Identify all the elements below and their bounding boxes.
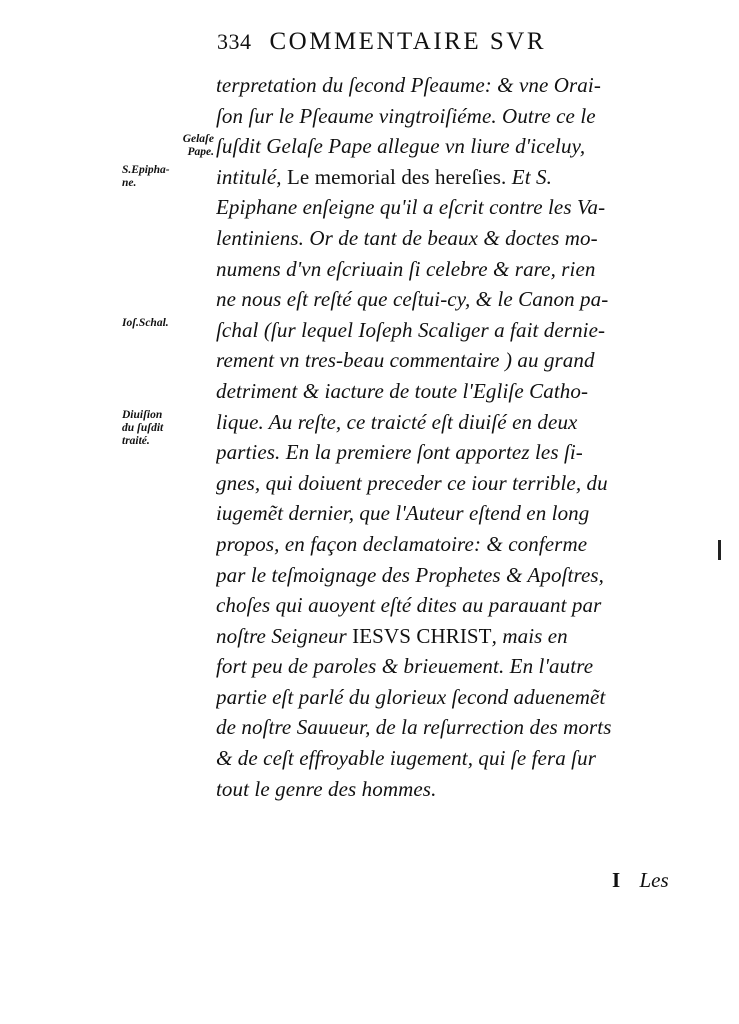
text-segment: propos, en façon declamatoire: & conferme (216, 531, 588, 556)
text-segment: tout le genre des hommes. (216, 776, 437, 801)
text-line (216, 529, 686, 560)
margin-note: Ioſ.Schal. (122, 316, 169, 329)
text-segment: iugemẽt dernier, que l'Auteur eſtend en long (216, 501, 590, 526)
text-line (216, 407, 686, 438)
text-segment: Et S. (506, 164, 552, 189)
text-line (216, 560, 686, 591)
text-segment: , mais en (491, 623, 568, 648)
margin-note: Diuiſion (122, 408, 163, 421)
text-segment: ſon ſur le Pſeaume vingtroiſiéme. Outre ce le (216, 103, 596, 128)
margin-note: traité. (122, 434, 150, 447)
text-line (216, 345, 686, 376)
text-segment: lique. Au reſte, ce traicté eſt diuiſé en deux (216, 409, 578, 434)
text-line (216, 621, 686, 652)
text-line (216, 131, 686, 162)
text-segment: detriment & iacture de toute l'Egliſe Catho- (216, 378, 589, 403)
page-edge-mark (718, 540, 721, 560)
text-segment: lentiniens. Or de tant de beaux & doctes mo- (216, 225, 598, 250)
text-segment: ſchal (ſur lequel Ioſeph Scaliger a fait dernie- (216, 317, 606, 342)
text-line (216, 682, 686, 713)
text-line (216, 590, 686, 621)
text-segment: fort peu de paroles & brieuement. En l'autre (216, 654, 594, 679)
text-line (216, 651, 686, 682)
text-segment: Le memorial des hereſies. (287, 164, 507, 189)
text-line (216, 101, 686, 132)
text-line (216, 192, 686, 223)
text-segment: ne nous eſt reſté que ceſtui-cy, & le Canon pa- (216, 287, 609, 312)
text-line (216, 162, 686, 193)
catchword: Les (639, 868, 669, 892)
text-segment: rement vn tres-beau commentaire ) au grand (216, 348, 595, 373)
text-segment: intitulé, (216, 164, 287, 189)
text-line (216, 437, 686, 468)
margin-note: ne. (122, 176, 137, 189)
text-line (216, 498, 686, 529)
text-segment: par le teſmoignage des Prophetes & Apoſtres, (216, 562, 604, 587)
text-segment: & de ceſt effroyable iugement, qui ſe fera ſur (216, 746, 596, 771)
text-line (216, 254, 686, 285)
text-segment: numens d'vn eſcriuain ſi celebre & rare, rien (216, 256, 596, 281)
text-segment: noſtre Seigneur (216, 623, 353, 648)
text-line (216, 774, 686, 805)
text-segment: partie eſt parlé du glorieux ſecond aduenemẽt (216, 684, 606, 709)
text-segment: ſuſdit Gelaſe Pape allegue vn liure d'iceluy, (216, 134, 586, 159)
margin-note: Gelaſe (182, 133, 214, 146)
body-text (216, 70, 686, 804)
text-line (216, 743, 686, 774)
page-number: 334 (217, 29, 252, 54)
margin-note: du ſuſdit (122, 421, 164, 434)
text-line (216, 70, 686, 101)
catchword-line (612, 868, 669, 893)
page-header (217, 28, 687, 62)
signature-mark: I (612, 868, 621, 892)
text-line (216, 468, 686, 499)
text-line (216, 712, 686, 743)
text-segment: terpretation du ſecond Pſeaume: & vne Orai- (216, 73, 601, 97)
text-segment: Epiphane enſeigne qu'il a eſcrit contre les Va- (216, 195, 606, 220)
margin-note: Pape. (187, 146, 214, 159)
text-line (216, 315, 686, 346)
text-line (216, 284, 686, 315)
text-segment: gnes, qui doiuent preceder ce iour terrible, du (216, 470, 608, 495)
text-segment: IESVS CHRIST (352, 623, 492, 648)
margin-note: S.Epipha- (122, 163, 170, 176)
text-segment: parties. En la premiere ſont apportez les ſi- (216, 440, 583, 465)
text-segment: de noſtre Sauueur, de la reſurrection des morts (216, 715, 612, 740)
text-segment: choſes qui auoyent eſté dites au parauant par (216, 593, 602, 618)
running-title: COMMENTAIRE SVR (269, 28, 546, 55)
text-line (216, 376, 686, 407)
text-line (216, 223, 686, 254)
